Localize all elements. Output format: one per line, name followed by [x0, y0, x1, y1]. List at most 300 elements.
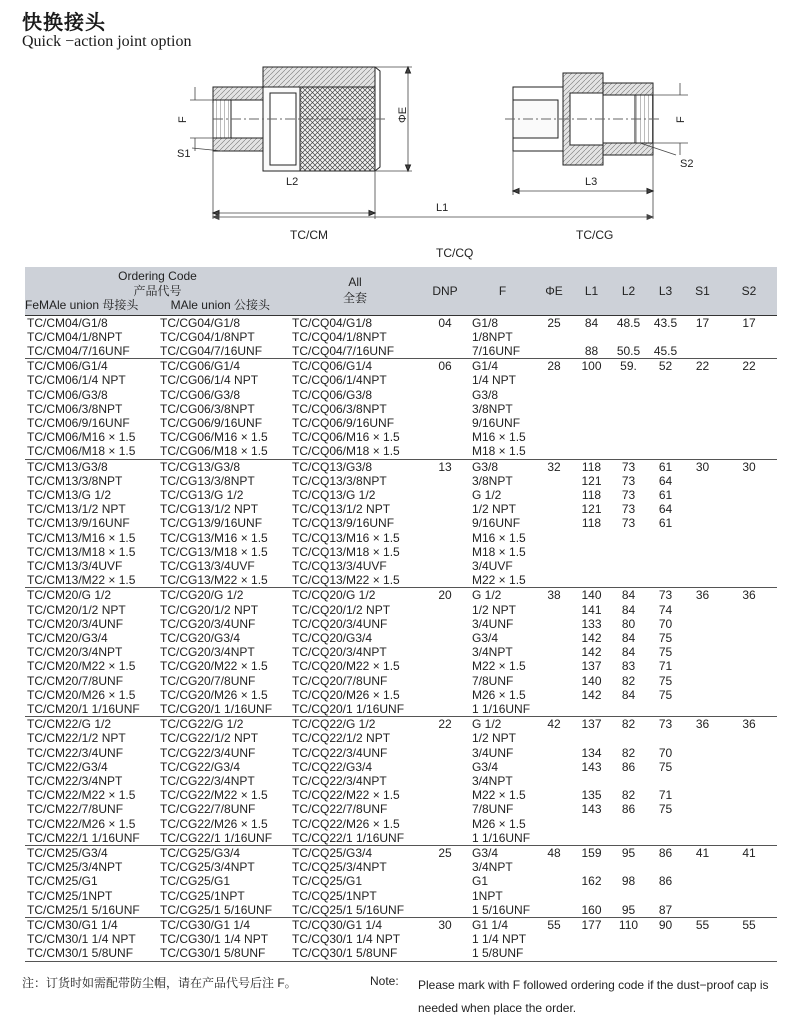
cell-male-code: TC/CG22/3/4NPT	[160, 774, 255, 788]
cell-l3: 52	[647, 359, 684, 374]
cell-all-code: TC/CQ20/7/8UNF	[292, 673, 388, 688]
cell-all-code: TC/CQ20/G 1/2	[290, 588, 420, 603]
cell-phi-e	[535, 731, 573, 745]
cell-male-code: TC/CG22/3/4UNF	[160, 745, 256, 760]
cell-male-code: TC/CG06/9/16UNF	[160, 415, 263, 430]
cell-male-code: TC/CG25/1NPT	[160, 888, 245, 903]
cell-dnp: 25	[420, 846, 470, 861]
header-l1: L1	[573, 267, 610, 315]
cell-s2	[721, 645, 777, 659]
cell-s1: 30	[684, 459, 721, 474]
table-row	[25, 488, 777, 502]
cell-s1: 36	[684, 588, 721, 603]
cell-phi-e	[535, 402, 573, 416]
cell-dnp	[420, 573, 470, 588]
cell-l3	[647, 831, 684, 846]
cell-female-code: TC/CM25/3/4NPT	[27, 860, 123, 875]
cell-s1: 22	[684, 359, 721, 374]
table-row	[25, 588, 777, 603]
cell-phi-e	[535, 573, 573, 588]
cell-dnp	[420, 674, 470, 688]
cell-f-thread: 3/4NPT	[472, 645, 513, 660]
cell-l2	[610, 702, 647, 717]
cell-all-code: TC/CQ20/M22 × 1.5	[292, 659, 400, 674]
cell-l1	[573, 388, 610, 402]
cell-dnp: 20	[420, 588, 470, 603]
cell-l1	[573, 831, 610, 846]
header-l3: L3	[647, 267, 684, 315]
cell-dnp	[420, 344, 470, 359]
cell-s1	[684, 659, 721, 673]
header-female: FeMAle union 母接头	[25, 298, 139, 312]
cell-phi-e	[535, 774, 573, 788]
cell-male-code: TC/CG25/G1	[160, 874, 231, 889]
cell-s2	[721, 573, 777, 588]
cell-l3	[647, 573, 684, 588]
cell-l2: 83	[621, 659, 636, 674]
table-row	[25, 344, 777, 359]
footnote-en: Please mark with F followed ordering code if the dust−proof cap is needed when place the order.	[418, 978, 769, 1015]
cell-f-thread: G3/4	[472, 630, 499, 645]
cell-s2	[721, 388, 777, 402]
cell-f-thread: 1 5/16UNF	[472, 902, 531, 917]
cell-l2: 48.5	[610, 315, 647, 330]
cell-l1: 177	[573, 918, 610, 933]
cell-all-code: TC/CQ25/1 5/16UNF	[292, 902, 405, 917]
cell-male-code: TC/CG22/M22 × 1.5	[160, 788, 268, 803]
table-row	[25, 817, 777, 831]
cell-l3	[647, 373, 684, 387]
cell-phi-e: 55	[535, 918, 573, 933]
cell-female-code: TC/CM20/3/4UNF	[27, 616, 124, 631]
cell-f-thread: M16 × 1.5	[472, 430, 526, 445]
cell-l2: 73	[621, 502, 636, 517]
cell-female-code: TC/CM13/M18 × 1.5	[27, 544, 136, 559]
cell-phi-e	[535, 631, 573, 645]
cell-phi-e	[535, 860, 573, 874]
cell-l1	[573, 402, 610, 416]
label-l1: L1	[436, 202, 449, 214]
cell-female-code: TC/CM06/M16 × 1.5	[27, 430, 136, 445]
cell-female-code: TC/CM04/G1/8	[25, 315, 158, 330]
cell-all-code: TC/CQ13/3/4UVF	[292, 558, 387, 573]
cell-s1	[684, 874, 721, 888]
cell-male-code: TC/CG20/G 1/2	[158, 588, 290, 603]
cell-phi-e	[535, 802, 573, 816]
cell-male-code: TC/CG30/G1 1/4	[158, 918, 290, 933]
cell-all-code: TC/CQ13/M16 × 1.5	[292, 530, 400, 545]
cell-l3	[647, 402, 684, 416]
cell-dnp	[420, 545, 470, 559]
table-row	[25, 545, 777, 559]
cell-s2	[721, 502, 777, 516]
cell-phi-e	[535, 373, 573, 387]
cell-f-thread: 3/4UNF	[472, 616, 514, 631]
cell-s1	[684, 674, 721, 688]
table-row	[25, 631, 777, 645]
cell-dnp	[420, 617, 470, 631]
cell-l1: 118	[573, 459, 610, 474]
cell-s2	[721, 545, 777, 559]
cell-dnp	[420, 946, 470, 961]
cell-phi-e: 28	[535, 359, 573, 374]
cell-phi-e	[535, 760, 573, 774]
cell-dnp	[420, 889, 470, 903]
cell-s1	[684, 746, 721, 760]
cell-l3: 87	[658, 902, 673, 917]
cell-l3: 45.5	[653, 343, 678, 358]
cell-l3: 75	[658, 645, 673, 660]
cell-f-thread: M26 × 1.5	[472, 816, 526, 831]
cell-female-code: TC/CM13/G3/8	[25, 459, 158, 474]
cell-l3: 70	[658, 745, 673, 760]
cell-female-code: TC/CM06/9/16UNF	[27, 415, 130, 430]
cell-s1	[684, 903, 721, 918]
cell-f-thread: M26 × 1.5	[472, 687, 526, 702]
cell-female-code: TC/CM13/M22 × 1.5	[27, 573, 136, 588]
cell-l3: 64	[658, 502, 673, 517]
cell-l2: 73	[621, 473, 636, 488]
cell-all-code: TC/CQ13/3/8NPT	[292, 473, 387, 488]
cell-l1	[573, 573, 610, 588]
cell-f-thread: M18 × 1.5	[472, 444, 526, 459]
cell-s2	[721, 516, 777, 530]
header-f: F	[470, 267, 535, 315]
cell-dnp	[420, 416, 470, 430]
cell-l3: 74	[658, 602, 673, 617]
cell-l3: 61	[658, 487, 673, 502]
cell-male-code: TC/CG30/1 5/8UNF	[158, 946, 290, 961]
cell-l3	[647, 430, 684, 444]
cell-f-thread: 1NPT	[472, 888, 503, 903]
cell-male-code: TC/CG20/3/4NPT	[160, 645, 255, 660]
cell-l3: 86	[647, 846, 684, 861]
cell-male-code: TC/CG06/G3/8	[160, 387, 241, 402]
cell-l2: 84	[621, 687, 636, 702]
table-row	[25, 860, 777, 874]
cell-l2	[610, 330, 647, 344]
header-phi-e: ΦE	[535, 267, 573, 315]
cell-female-code: TC/CM25/G3/4	[25, 846, 158, 861]
cell-phi-e	[535, 330, 573, 344]
cell-phi-e: 25	[535, 315, 573, 330]
cell-female-code: TC/CM13/G 1/2	[27, 487, 112, 502]
cell-f-thread: G 1/2	[470, 588, 535, 603]
cell-l1: 142	[581, 645, 602, 660]
cell-female-code: TC/CM22/M22 × 1.5	[27, 788, 136, 803]
cell-phi-e	[535, 416, 573, 430]
table-row	[25, 388, 777, 402]
label-s2: S2	[680, 158, 694, 170]
cell-phi-e: 38	[535, 588, 573, 603]
cell-dnp	[420, 746, 470, 760]
cell-all-code: TC/CQ20/M26 × 1.5	[292, 687, 400, 702]
cell-f-thread: G 1/2	[470, 717, 535, 732]
cell-phi-e	[535, 659, 573, 673]
cell-s2	[721, 674, 777, 688]
cell-s1	[684, 860, 721, 874]
cell-l3	[647, 860, 684, 874]
cell-female-code: TC/CM06/3/8NPT	[27, 401, 123, 416]
table-row	[25, 717, 777, 732]
cell-l1	[573, 559, 610, 573]
cell-female-code: TC/CM13/3/4UVF	[27, 558, 123, 573]
cell-dnp	[420, 659, 470, 673]
cell-s2	[721, 631, 777, 645]
cell-f-thread: M16 × 1.5	[472, 530, 526, 545]
cell-s2	[721, 903, 777, 918]
cell-female-code: TC/CM20/1/2 NPT	[27, 602, 126, 617]
cell-l2	[610, 531, 647, 545]
cell-male-code: TC/CG30/1 1/4 NPT	[160, 932, 269, 947]
cell-phi-e	[535, 788, 573, 802]
cell-all-code: TC/CQ22/1 1/16UNF	[292, 830, 405, 845]
cell-all-code: TC/CQ22/G3/4	[292, 759, 373, 774]
cell-s2	[721, 402, 777, 416]
cell-l1	[573, 545, 610, 559]
cell-phi-e	[535, 545, 573, 559]
cell-f-thread: 9/16UNF	[472, 415, 521, 430]
cell-f-thread: 1/4 NPT	[472, 373, 517, 388]
cell-f-thread: 1 1/4 NPT	[472, 932, 527, 947]
cell-male-code: TC/CG13/M22 × 1.5	[160, 573, 268, 588]
cell-f-thread: 7/8UNF	[472, 673, 514, 688]
cell-f-thread: 3/4UNF	[472, 745, 514, 760]
cell-l1: 84	[573, 315, 610, 330]
cell-female-code: TC/CM13/3/8NPT	[27, 473, 123, 488]
cell-l3	[647, 559, 684, 573]
table-row	[25, 659, 777, 673]
cell-f-thread: 9/16UNF	[472, 516, 521, 531]
cell-male-code: TC/CG04/G1/8	[158, 315, 290, 330]
cell-phi-e	[535, 603, 573, 617]
cell-l2: 59.	[610, 359, 647, 374]
cell-l3: 71	[658, 659, 673, 674]
cell-male-code: TC/CG22/1/2 NPT	[160, 731, 259, 746]
cell-l2: 84	[621, 602, 636, 617]
cell-l1: 160	[581, 902, 602, 917]
cell-l1	[573, 860, 610, 874]
cell-s2	[721, 603, 777, 617]
cell-female-code: TC/CM25/1 5/16UNF	[27, 902, 140, 917]
cell-l3: 43.5	[647, 315, 684, 330]
cell-female-code: TC/CM20/7/8UNF	[27, 673, 124, 688]
cell-all-code: TC/CQ13/M18 × 1.5	[292, 544, 400, 559]
cell-dnp	[420, 373, 470, 387]
cell-l2: 50.5	[616, 343, 641, 358]
cell-male-code: TC/CG13/3/4UVF	[160, 558, 255, 573]
footnote-label: Note:	[370, 974, 399, 988]
cell-dnp	[420, 932, 470, 946]
cell-s2: 36	[721, 588, 777, 603]
cell-dnp	[420, 531, 470, 545]
cell-phi-e	[535, 474, 573, 488]
cell-l3	[647, 545, 684, 559]
cell-l1	[573, 531, 610, 545]
cell-dnp	[420, 831, 470, 846]
cell-male-code: TC/CG04/1/8NPT	[160, 329, 255, 344]
table-row	[25, 559, 777, 573]
cell-female-code: TC/CM22/3/4NPT	[27, 774, 123, 788]
header-all-cn: 全套	[342, 291, 367, 306]
cell-dnp	[420, 444, 470, 459]
cell-phi-e	[535, 889, 573, 903]
cell-l3	[647, 702, 684, 717]
cell-f-thread: G1	[472, 874, 489, 889]
table-row	[25, 444, 777, 459]
cell-s2	[721, 946, 777, 961]
cell-l2	[610, 402, 647, 416]
cell-l1: 159	[573, 846, 610, 861]
cell-female-code: TC/CM04/7/16UNF	[27, 343, 130, 358]
cell-l1: 140	[573, 588, 610, 603]
table-row	[25, 774, 777, 788]
cell-dnp	[420, 702, 470, 717]
label-l2: L2	[286, 176, 299, 188]
cell-phi-e	[535, 874, 573, 888]
cell-male-code: TC/CG13/G3/8	[158, 459, 290, 474]
cell-l3: 90	[647, 918, 684, 933]
cell-s1: 41	[684, 846, 721, 861]
cell-s1	[684, 531, 721, 545]
cell-l1: 143	[581, 802, 602, 817]
cell-s1	[684, 702, 721, 717]
label-f-left: F	[177, 116, 189, 123]
cell-phi-e	[535, 559, 573, 573]
cell-s1	[684, 617, 721, 631]
cell-l3: 64	[658, 473, 673, 488]
cell-f-thread: 1 5/8UNF	[470, 946, 535, 961]
cell-female-code: TC/CM20/M26 × 1.5	[27, 687, 136, 702]
cell-l1: 137	[573, 717, 610, 732]
cell-l2: 82	[621, 673, 636, 688]
header-product-code-cn: 产品代号	[133, 283, 182, 298]
cell-l2: 110	[610, 918, 647, 933]
label-phi-e: ΦE	[397, 106, 409, 123]
cell-dnp	[420, 388, 470, 402]
cell-female-code: TC/CM06/G3/8	[27, 387, 108, 402]
cell-male-code: TC/CG22/1 1/16UNF	[160, 830, 273, 845]
cell-l1	[573, 444, 610, 459]
cell-s2	[721, 617, 777, 631]
cell-l3	[647, 731, 684, 745]
cell-s1	[684, 688, 721, 702]
cell-male-code: TC/CG13/M18 × 1.5	[160, 544, 268, 559]
cell-dnp	[420, 603, 470, 617]
header-all	[290, 267, 420, 315]
table-row	[25, 359, 777, 374]
table-row	[25, 502, 777, 516]
cell-s2	[721, 430, 777, 444]
cell-dnp	[420, 430, 470, 444]
cell-l2	[610, 731, 647, 745]
cell-female-code: TC/CM22/3/4UNF	[27, 745, 124, 760]
cell-s2	[721, 531, 777, 545]
cell-dnp: 30	[420, 918, 470, 933]
cell-female-code: TC/CM13/9/16UNF	[27, 516, 130, 531]
cell-s1	[684, 603, 721, 617]
cell-l1: 143	[581, 759, 602, 774]
cell-l1: 137	[581, 659, 602, 674]
cell-l1: 135	[581, 788, 602, 803]
cell-l1: 118	[581, 487, 602, 502]
cell-all-code: TC/CQ25/G1	[292, 874, 363, 889]
cell-l2: 73	[610, 459, 647, 474]
cell-l1: 133	[581, 616, 602, 631]
cell-l3: 86	[658, 874, 673, 889]
cell-l2: 86	[621, 802, 636, 817]
cell-s1	[684, 889, 721, 903]
cell-l2	[610, 860, 647, 874]
table-row	[25, 674, 777, 688]
cell-dnp	[420, 502, 470, 516]
cell-s1	[684, 645, 721, 659]
cell-s2	[721, 889, 777, 903]
cell-female-code: TC/CM25/1NPT	[27, 888, 113, 903]
cell-s1	[684, 502, 721, 516]
cell-dnp	[420, 688, 470, 702]
cell-phi-e	[535, 702, 573, 717]
cell-f-thread: 3/8NPT	[472, 401, 513, 416]
cell-phi-e	[535, 531, 573, 545]
cell-dnp	[420, 903, 470, 918]
cell-s2	[721, 702, 777, 717]
cell-all-code: TC/CQ06/M16 × 1.5	[292, 430, 400, 445]
cell-s1	[684, 559, 721, 573]
cell-l1	[573, 330, 610, 344]
table-row	[25, 603, 777, 617]
cell-l2: 82	[610, 717, 647, 732]
cell-s2: 22	[721, 359, 777, 374]
cell-s1	[684, 444, 721, 459]
cell-all-code: TC/CQ22/G 1/2	[290, 717, 420, 732]
cell-dnp	[420, 802, 470, 816]
table-row	[25, 617, 777, 631]
cell-f-thread: 3/4NPT	[472, 860, 513, 875]
cell-l2	[610, 774, 647, 788]
cell-dnp	[420, 817, 470, 831]
cell-dnp	[420, 760, 470, 774]
cell-l3: 73	[647, 588, 684, 603]
cell-l3: 75	[658, 802, 673, 817]
cell-s1	[684, 788, 721, 802]
cell-s1	[684, 573, 721, 588]
cell-l3: 61	[658, 516, 673, 531]
header-dnp: DNP	[420, 267, 470, 315]
cell-s2	[721, 344, 777, 359]
cell-male-code: TC/CG22/G 1/2	[158, 717, 290, 732]
cell-f-thread: 3/4NPT	[472, 774, 513, 788]
cell-male-code: TC/CG20/1 1/16UNF	[160, 701, 273, 716]
table-row	[25, 874, 777, 888]
table-row	[25, 315, 777, 330]
cell-l2: 84	[621, 645, 636, 660]
cell-phi-e	[535, 430, 573, 444]
cell-f-thread: G 1/2	[472, 487, 502, 502]
cell-s1	[684, 760, 721, 774]
cell-l1: 140	[581, 673, 602, 688]
label-l3: L3	[585, 176, 598, 188]
cell-l3	[647, 444, 684, 459]
cell-l2	[610, 831, 647, 846]
cell-dnp	[420, 645, 470, 659]
cell-f-thread: 7/8UNF	[472, 802, 514, 817]
cell-phi-e	[535, 645, 573, 659]
cell-l3	[647, 889, 684, 903]
table-row	[25, 402, 777, 416]
cell-phi-e: 48	[535, 846, 573, 861]
table-body	[25, 315, 777, 961]
